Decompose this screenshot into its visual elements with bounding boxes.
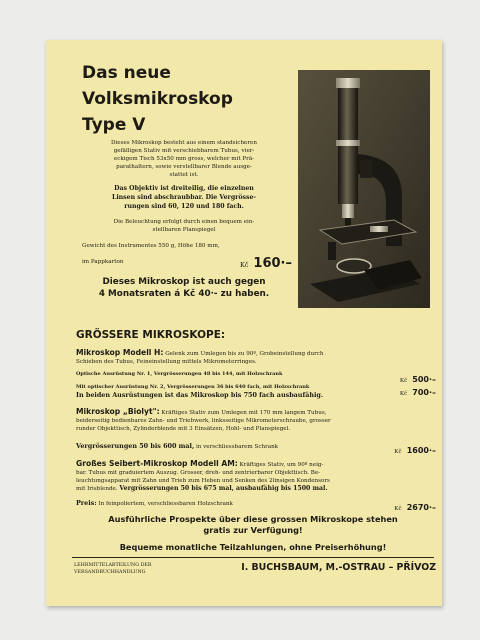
microscope-illustration xyxy=(298,70,430,308)
currency-label: Kč xyxy=(399,391,408,397)
department-line: VERSANDBUCHHANDLUNG xyxy=(74,570,146,575)
seibert-section xyxy=(76,460,434,493)
seibert-last-plain: mit Irisblende. xyxy=(76,486,118,492)
seibert-price: 2670·– xyxy=(406,503,436,512)
currency-label: Kč xyxy=(394,506,402,512)
intro-objective xyxy=(76,184,292,211)
intro-description-line: parathaltern, sowie verstellbarer Blende ausge- xyxy=(116,164,252,170)
title-line-2: Volksmikroskop xyxy=(82,89,233,109)
seibert-price-line xyxy=(76,499,366,508)
currency-label: Kč xyxy=(239,261,249,269)
objective-line: Linsen sind abschraubbar. Die Vergrösse- xyxy=(111,194,257,201)
intro-price: 160·– xyxy=(253,256,292,271)
model-h-name: Mikroskop Modell H: xyxy=(76,348,164,357)
biolyt-section xyxy=(76,408,434,433)
model-h-section xyxy=(76,349,434,366)
lighting-line: Die Beleuchtung erfolgt durch einen bequem ein- xyxy=(113,219,255,225)
intro-lighting xyxy=(76,218,292,234)
objective-line: Das Objektiv ist dreiteilig, die einzelnen xyxy=(114,185,254,192)
title-line-1: Das neue xyxy=(82,63,171,83)
seibert-price-text: In feinpoliertem, verschliessbaren Holzschrank xyxy=(98,501,233,507)
seibert-text-line: leuchtungsapparat mit Zahn und Trieb zum Heben und Senken des 2linsigen Kondensors xyxy=(76,478,330,484)
footer-department xyxy=(74,562,184,576)
intro-installments xyxy=(72,276,296,300)
closing-installments: Bequeme monatliche Teilzahlungen, ohne Preiserhöhung! xyxy=(119,542,387,552)
department-line: LEHRMITTELABTEILUNG DER xyxy=(74,563,152,568)
objective-line: rungen sind 60, 120 und 180 fach. xyxy=(124,203,244,210)
seibert-last-bold: Vergrösserungen 50 bis 675 mal, ausbaufähig bis 1500 mal. xyxy=(119,485,328,492)
biolyt-text: Kräftiges Stativ zum Umlegen mit 170 mm langem Tubus, xyxy=(161,410,327,416)
model-h-text: Gelenk zum Umlegen bis zu 90º, Grobeinstellung durch xyxy=(165,351,324,357)
flyer-sheet xyxy=(46,40,442,606)
seibert-price-block xyxy=(366,495,436,514)
footer-divider xyxy=(72,557,434,558)
model-h-text-line: Schieben des Tubus, Feineinstellung mittels Mikrometerringes. xyxy=(76,359,257,365)
biolyt-text-line: runder Objekttisch, Zylinderblende mit 3 Einsätzen, Hohl- und Planspiegel. xyxy=(76,426,291,432)
closing-prospekte xyxy=(72,514,434,536)
intro-description-line: gefälligen Stativ mit verschiebbarem Tubus, vier- xyxy=(113,148,255,154)
model-h-option-2: Mit optischer Ausrüstung Nr. 2, Vergrösserungen 36 bis 640 fach, mit Holzschrank xyxy=(76,384,310,390)
currency-label: Kč xyxy=(399,378,408,384)
intro-description-line: stattet ist. xyxy=(169,172,199,178)
biolyt-magnification-bold: Vergrösserungen 50 bis 600 mal, xyxy=(76,442,195,450)
model-h-note: In beiden Ausrüstungen ist das Mikroskop bis 750 fach ausbaufähig. xyxy=(76,391,324,399)
option-1-price: 500·– xyxy=(412,375,436,384)
seibert-price-label: Preis: xyxy=(76,499,97,507)
installments-line: 4 Monatsraten á Kč 40·- zu haben. xyxy=(98,289,270,299)
biolyt-text-line: beiderseitig bedienbares Zahn- und Triebwerk, linksseitige Mikrometerschraube, grosser xyxy=(76,418,331,424)
biolyt-magnification-rest: in verschliessbarem Schrank xyxy=(195,444,279,450)
prospekte-line: Ausführliche Prospekte über diese grossen Mikroskope stehen xyxy=(108,514,398,524)
intro-description xyxy=(76,139,292,179)
title-line-3: Type V xyxy=(82,115,146,135)
option-2-price: 700·– xyxy=(412,388,436,397)
footer-company: I. BUCHSBAUM, M.-OSTRAU – PŘÍVOZ xyxy=(241,562,436,573)
biolyt-price-block xyxy=(366,438,436,457)
intro-price-block xyxy=(196,252,292,271)
installments-line: Dieses Mikroskop ist auch gegen xyxy=(102,277,266,287)
intro-weight: Gewicht des Instrumentes 550 g, Höhe 180 mm, xyxy=(82,243,220,249)
section-title: GRÖSSERE MIKROSKOPE: xyxy=(76,329,226,341)
prospekte-line: gratis zur Verfügung! xyxy=(203,525,303,535)
biolyt-magnification xyxy=(76,442,366,451)
biolyt-price: 1600·– xyxy=(406,446,436,455)
model-h-option-1: Optische Ausrüstung Nr. 1, Vergrösserungen 48 bis 144, mit Holzschrank xyxy=(76,371,283,377)
intro-description-line: eckigem Tisch 53x50 mm gross, welcher mit Prä- xyxy=(113,156,255,162)
microscope-photo xyxy=(298,70,430,308)
lighting-line: stellbaren Planspiegel xyxy=(152,227,216,233)
intro-packaging: im Pappkarton xyxy=(82,259,124,265)
currency-label: Kč xyxy=(394,449,402,455)
seibert-text-line: bar. Tubus mit graduiertem Auszug. Grosser, dreh- und zentrierbarer Objekttisch. Be- xyxy=(76,470,321,476)
biolyt-name: Mikroskop „Biolyt": xyxy=(76,407,160,416)
intro-description-line: Dieses Mikroskop besteht aus einem standsicheren xyxy=(111,140,257,146)
seibert-text: Kräftiges Stativ, um 90º neig- xyxy=(239,462,324,468)
seibert-name: Großes Seibert-Mikroskop Modell AM: xyxy=(76,459,238,468)
